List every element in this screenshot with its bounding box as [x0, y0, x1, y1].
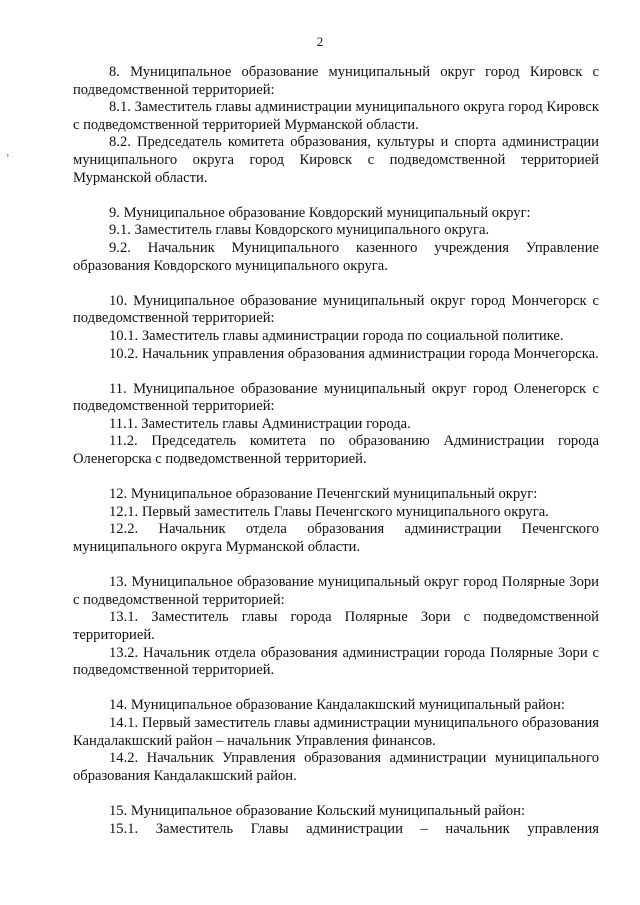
section-heading: 14. Муниципальное образование Кандалакшский муниципальный район:: [109, 697, 565, 714]
section-heading: 13. Муниципальное образование муниципальный округ город Полярные Зори с подведомственной территорией:: [73, 574, 599, 608]
section-12: [73, 486, 599, 556]
section-9: [73, 205, 599, 275]
page-number: 2: [316, 34, 324, 49]
section-heading: 12. Муниципальное образование Печенгский муниципальный округ:: [109, 486, 538, 503]
list-item: 11.1. Заместитель главы Администрации города.: [109, 415, 411, 432]
section-heading: 9. Муниципальное образование Ковдорский муниципальный округ:: [109, 204, 531, 221]
section-8: [73, 64, 599, 187]
list-item: 12.1. Первый заместитель Главы Печенгского муниципального округа.: [109, 503, 549, 520]
list-item: 8.2. Председатель комитета образования, культуры и спорта администрации муниципального округа город Кировск с подведомственной территорией Мурманской области.: [73, 134, 599, 186]
list-item: 14.2. Начальник Управления образования администрации муниципального образования Кандалакшский район.: [73, 750, 599, 784]
list-item: 9.2. Начальник Муниципального казенного учреждения Управление образования Ковдорского муниципального округа.: [73, 239, 599, 274]
margin-mark: ›: [6, 150, 10, 161]
section-heading: 10. Муниципальное образование муниципальный округ город Мончегорск с подведомственной территорией:: [73, 292, 599, 327]
section-13: [73, 574, 599, 680]
list-item: 13.1. Заместитель главы города Полярные Зори с подведомственной территорией.: [73, 609, 599, 643]
list-item: 12.2. Начальник отдела образования администрации Печенгского муниципального округа Мурманской области.: [73, 521, 599, 556]
list-item: 9.1. Заместитель главы Ковдорского муниципального округа.: [109, 222, 490, 239]
section-11: [73, 381, 599, 469]
section-heading: 11. Муниципальное образование муниципальный округ город Оленегорск с подведомственной территорией:: [73, 380, 599, 415]
section-10: [73, 293, 599, 363]
list-item: 15.1. Заместитель Главы администрации – начальник управления: [109, 820, 599, 837]
list-item: 14.1. Первый заместитель главы администрации муниципального образования Кандалакшский район – начальник Управления финансов.: [73, 714, 599, 749]
section-heading: 15. Муниципальное образование Кольский муниципальный район:: [109, 802, 526, 819]
document-body: [73, 64, 599, 856]
section-15: [73, 803, 599, 838]
list-item: 8.1. Заместитель главы администрации муниципального округа город Кировск с подведомственной территорией Мурманской области.: [73, 99, 599, 133]
list-item: 10.2. Начальник управления образования администрации города Мончегорска.: [109, 345, 599, 362]
list-item: 10.1. Заместитель главы администрации города по социальной политике.: [109, 327, 564, 344]
list-item: 11.2. Председатель комитета по образованию Администрации города Оленегорска с подведомственной территорией.: [73, 433, 599, 468]
section-14: [73, 697, 599, 785]
section-heading: 8. Муниципальное образование муниципальный округ город Кировск с подведомственной территорией:: [73, 64, 599, 98]
list-item: 13.2. Начальник отдела образования администрации города Полярные Зори с подведомственной территорией.: [73, 644, 599, 679]
